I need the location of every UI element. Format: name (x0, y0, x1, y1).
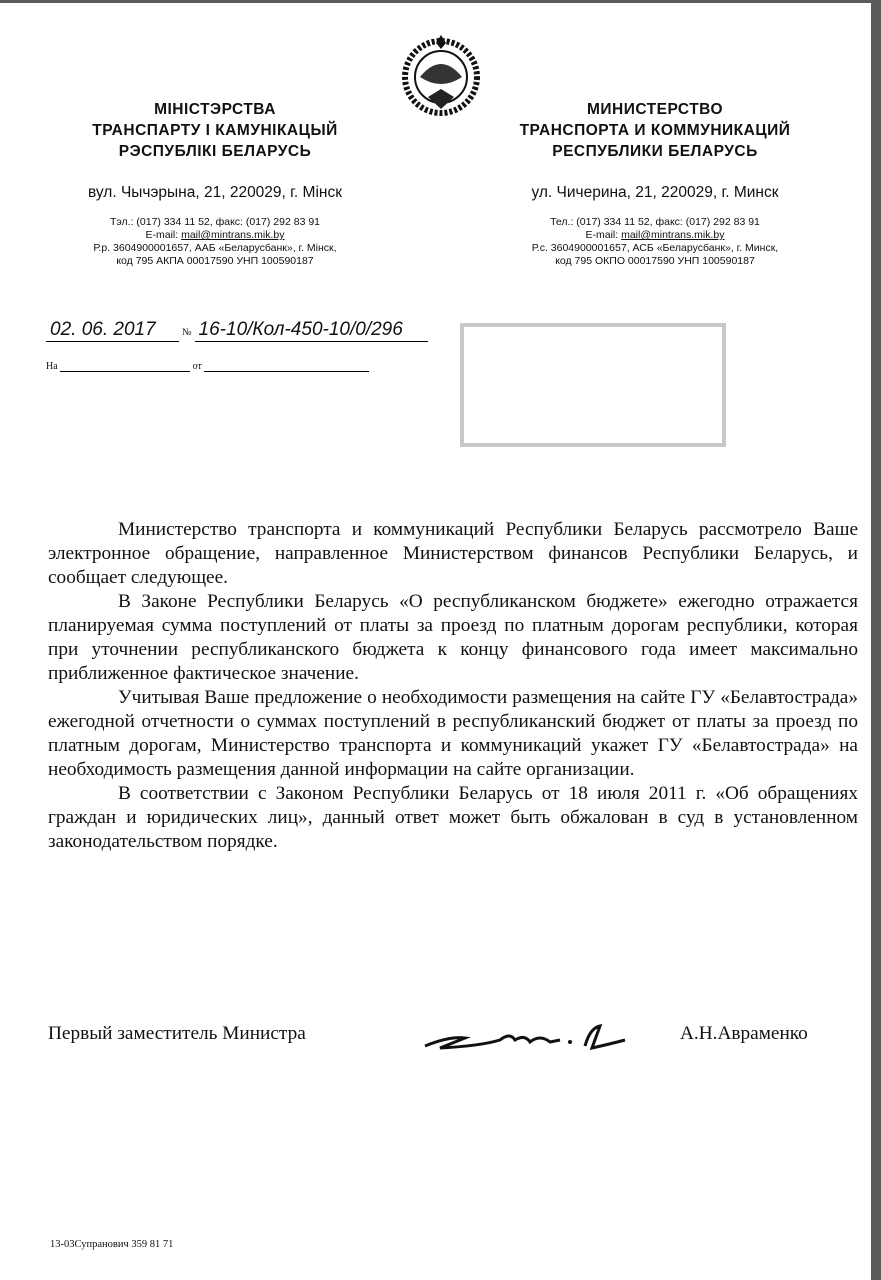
signatory-position: Первый заместитель Министра (48, 1023, 306, 1044)
signatory-name: А.Н.Авраменко (680, 1023, 808, 1044)
paragraph: В Законе Республики Беларусь «О республиканском бюджете» ежегодно отражается планируемая сумма поступлений от платы за проезд по платным дорогам республики, которая при уточнении республиканского бюджета к концу финансового года имеет максимально приближенное фактическое значение. (48, 591, 858, 684)
phone: Тэл.: (017) 334 11 52, факс: (017) 292 83 91 (109, 216, 321, 228)
paragraph: В соответствии с Законом Республики Беларусь от 18 июля 2011 г. «Об обращениях граждан и юридических лиц», данный ответ может быть обжалован в суд в установленном законодательством порядке. (48, 783, 858, 852)
paragraph: Министерство транспорта и коммуникаций Республики Беларусь рассмотрело Ваше электронное обращение, направленное Министерством финансов Республики Беларусь, и сообщает следующее. (48, 519, 858, 588)
bank-details: Р.с. 3604900001657, АСБ «Беларусбанк», г. Минск, (531, 242, 779, 254)
org-name-line: МІНІСТЭРСТВА (154, 101, 276, 118)
bank-details: Р.р. 3604900001657, ААБ «Беларусбанк», г. Мінск, (93, 242, 337, 254)
na-label: На (46, 361, 58, 372)
email-label: E-mail: (145, 229, 182, 241)
phone: Тел.: (017) 334 11 52, факс: (017) 292 83 91 (550, 216, 760, 228)
org-name-line: РЕСПУБЛИКИ БЕЛАРУСЬ (552, 143, 758, 160)
address: вул. Чычэрына, 21, 220029, г. Мінск (88, 184, 342, 201)
ot-blank (204, 361, 369, 372)
ot-label: от (192, 361, 202, 372)
email-label: E-mail: (585, 229, 622, 241)
letter-body (48, 518, 858, 854)
codes: код 795 АКПА 00017590 УНП 100590187 (116, 255, 314, 267)
na-blank (60, 361, 190, 372)
letterhead-belarusian (15, 99, 415, 268)
outgoing-reference (46, 319, 428, 342)
number-label: № (182, 327, 192, 338)
letter-page (0, 3, 871, 1280)
org-name-line: ТРАНСПАРТУ І КАМУНІКАЦЫЙ (92, 122, 338, 139)
handwritten-signature (420, 1018, 630, 1058)
paragraph: Учитывая Ваше предложение о необходимости размещения на сайте ГУ «Белавтострада» ежегодной отчетности о суммах поступлений в республиканский бюджет от платы за проезд по платным дорогам, Министерство транспорта и коммуникаций укажет ГУ «Белавтострада» на необходимость размещения данной информации на сайте организации. (48, 687, 858, 780)
number-handwritten: 16-10/Кол-450-10/0/296 (195, 319, 428, 342)
email-link[interactable]: mail@mintrans.mik.by (621, 229, 725, 241)
redacted-addressee-box (460, 323, 726, 447)
executor-info: 13-03Супранович 359 81 71 (50, 1239, 174, 1250)
org-name-line: РЭСПУБЛІКІ БЕЛАРУСЬ (118, 143, 312, 160)
email-link[interactable]: mail@mintrans.mik.by (181, 229, 285, 241)
letterhead-russian (455, 99, 855, 268)
org-name-line: ТРАНСПОРТА И КОММУНИКАЦИЙ (519, 122, 791, 139)
org-name-line: МИНИСТЕРСТВО (586, 101, 724, 118)
address: ул. Чичерина, 21, 220029, г. Минск (531, 184, 779, 201)
incoming-reference (46, 361, 369, 372)
date-handwritten: 02. 06. 2017 (46, 319, 179, 342)
codes: код 795 ОКПО 00017590 УНП 100590187 (555, 255, 755, 267)
